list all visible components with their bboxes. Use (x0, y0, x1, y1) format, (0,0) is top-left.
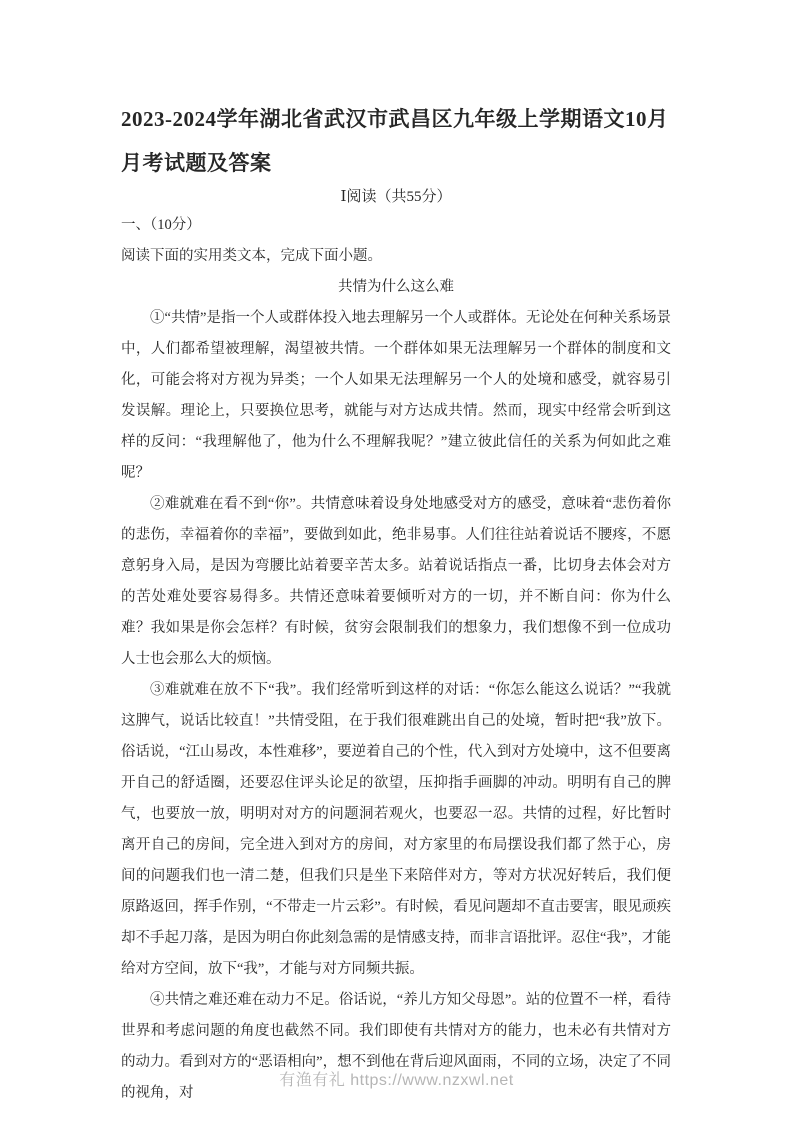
page-footer-watermark: 有渔有礼 https://www.nzxwl.net (279, 1072, 514, 1089)
article-title: 共情为什么这么难 (338, 279, 454, 295)
reading-instruction: 阅读下面的实用类文本，完成下面小题。 (121, 248, 382, 264)
section-heading: Ⅰ阅读（共55分） (340, 189, 452, 205)
article-paragraph-3: ③难就难在放不下“我”。我们经常听到这样的对话：“你怎么能这么说话？”“我就这脾气，说话比较直！”共情受阻，在于我们很难跳出自己的处境，暂时把“我”放下。俗话说，“江山易改，本性难移”，要逆着自己的个性，代入到对方处境中，这不但要离开自己的舒适圈，还要忍住评头论足的欲望，压抑指手画脚的冲动。明明有自己的脾气，也要放一放，明明对对方的问题洞若观火，也要忍一忍。共情的过程，好比暂时离开自己的房间，完全进入到对方的房间，对方家里的布局摆设我们都了然于心，房间的问题我们也一清二楚，但我们只是坐下来陪伴对方，等对方状况好转后，我们便原路返回，挥手作别，“不带走一片云彩”。有时候，看见问题却不直击要害，眼见顽疾却不手起刀落，是因为明白你此刻急需的是情感支持，而非言语批评。忍住“我”，才能给对方空间，放下“我”，才能与对方同频共振。 (121, 682, 671, 977)
article-paragraph-4: ④共情之难还难在动力不足。俗话说，“养儿方知父母恩”。站的位置不一样，看待世界和考虑问题的角度也截然不同。我们即使有共情对方的能力，也未必有共情对方的动力。看到对方的“恶语相向”，想不到他在背后迎风面雨，不同的立场，决定了不同的视角，对 (121, 992, 671, 1101)
document-content (0, 97, 793, 1109)
document-title: 2023-2024学年湖北省武汉市武昌区九年级上学期语文10月月考试题及答案 (121, 107, 669, 175)
article-paragraph-2: ②难就难在看不到“你”。共情意味着设身处地感受对方的感受，意味着“悲伤着你的悲伤，幸福着你的幸福”，要做到如此，绝非易事。人们往往站着说话不腰疼，不愿意躬身入局，是因为弯腰比站着要辛苦太多。站着说话指点一番，比切身去体会对方的苦处难处要容易得多。共情还意味着要倾听对方的一切，并不断自问：你为什么难？我如果是你会怎样？有时候，贫穷会限制我们的想象力，我们想像不到一位成功人士也会那么大的烦恼。 (121, 496, 671, 667)
article-paragraph-1: ①“共情”是指一个人或群体投入地去理解另一个人或群体。无论处在何种关系场景中，人们都希望被理解，渴望被共情。一个群体如果无法理解另一个群体的制度和文化，可能会将对方视为异类；一个人如果无法理解另一个人的处境和感受，就容易引发误解。理论上，只要换位思考，就能与对方达成共情。然而，现实中经常会听到这样的反问：“我理解他了，他为什么不理解我呢？”建立彼此信任的关系为何如此之难呢？ (121, 310, 671, 481)
question-number: 一、（10分） (121, 217, 201, 233)
